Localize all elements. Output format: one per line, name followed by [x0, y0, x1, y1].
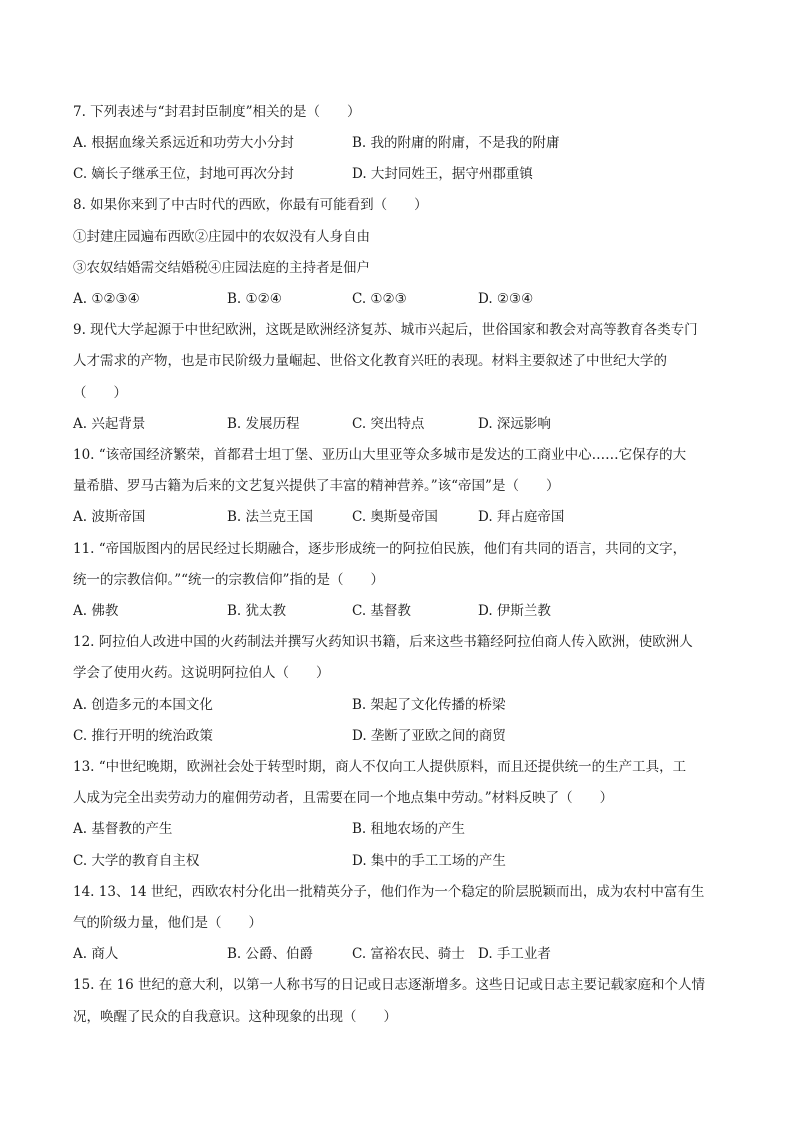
question-9-line-2: 人才需求的产物，也是市民阶级力量崛起、世俗文化教育兴旺的表现。材料主要叙述了中世纪大学的 [73, 353, 667, 369]
question-11-line-2: 统一的宗教信仰。”“统一的宗教信仰”指的是（ ） [73, 572, 384, 588]
question-7-stem: 7. 下列表述与“封君封臣制度”相关的是（ ） [73, 104, 361, 120]
question-12-stem: 12. 阿拉伯人改进中国的火药制法并撰写火药知识书籍，后来这些书籍经阿拉伯商人传入欧洲，使欧洲人 [73, 634, 693, 650]
question-8-line-3: ③农奴结婚需交结婚税④庄园法庭的主持者是佃户 [73, 260, 370, 276]
q14-option-c: C. 富裕农民、骑士 [352, 946, 465, 962]
q9-option-d: D. 深远影响 [478, 416, 551, 432]
q12-option-c: C. 推行开明的统治政策 [73, 728, 213, 744]
q13-option-c: C. 大学的教育自主权 [73, 853, 200, 869]
q8-option-d: D. ②③④ [478, 291, 534, 307]
question-10-line-2: 量希腊、罗马古籍为后来的文艺复兴提供了丰富的精神营养。”该“帝国”是（ ） [73, 478, 560, 494]
question-15-line-2: 况，唤醒了民众的自我意识。这种现象的出现（ ） [73, 1009, 397, 1025]
q10-option-d: D. 拜占庭帝国 [478, 509, 565, 525]
question-11-stem: 11. “帝国版图内的居民经过长期融合，逐步形成统一的阿拉伯民族，他们有共同的语言，共同的文字， [73, 541, 687, 557]
question-8-line-2: ①封建庄园遍布西欧②庄园中的农奴没有人身自由 [73, 229, 370, 245]
q7-option-d: D. 大封同姓王，据守州郡重镇 [352, 166, 533, 182]
q9-option-a: A. 兴起背景 [73, 416, 146, 432]
q8-option-c: C. ①②③ [352, 291, 407, 307]
question-9-stem: 9. 现代大学起源于中世纪欧洲，这既是欧洲经济复苏、城市兴起后，世俗国家和教会对高等教育各类专门 [73, 322, 698, 338]
q11-option-b: B. 犹太教 [227, 603, 287, 619]
question-8-stem: 8. 如果你来到了中古时代的西欧，你最有可能看到（ ） [73, 197, 428, 213]
question-12-line-2: 学会了使用火药。这说明阿拉伯人（ ） [73, 665, 330, 681]
q11-option-d: D. 伊斯兰教 [478, 603, 551, 619]
q8-option-a: A. ①②③④ [73, 291, 140, 307]
question-9-line-3: （ ） [73, 385, 127, 401]
question-13-line-2: 人成为完全出卖劳动力的雇佣劳动者，且需要在同一个地点集中劳动。”材料反映了（ ） [73, 790, 614, 806]
question-15-stem: 15. 在 16 世纪的意大利，以第一人称书写的日记或日志逐渐增多。这些日记或日志主要记载家庭和个人情 [73, 977, 706, 993]
q10-option-c: C. 奥斯曼帝国 [352, 509, 438, 525]
q10-option-b: B. 法兰克王国 [227, 509, 314, 525]
q12-option-d: D. 垄断了亚欧之间的商贸 [352, 728, 506, 744]
q7-option-c: C. 嫡长子继承王位，封地可再次分封 [73, 166, 294, 182]
q12-option-a: A. 创造多元的本国文化 [73, 697, 213, 713]
q14-option-d: D. 手工业者 [478, 946, 551, 962]
q14-option-a: A. 商人 [73, 946, 119, 962]
q9-option-b: B. 发展历程 [227, 416, 300, 432]
q14-option-b: B. 公爵、伯爵 [227, 946, 314, 962]
q8-option-b: B. ①②④ [227, 291, 282, 307]
question-14-line-2: 气的阶级力量，他们是（ ） [73, 915, 262, 931]
q12-option-b: B. 架起了文化传播的桥梁 [352, 697, 506, 713]
question-10-stem: 10. “该帝国经济繁荣，首都君士坦丁堡、亚历山大里亚等众多城市是发达的工商业中心……它保存的大 [73, 447, 687, 463]
q13-option-a: A. 基督教的产生 [73, 821, 173, 837]
question-13-stem: 13. “中世纪晚期，欧洲社会处于转型时期，商人不仅向工人提供原料，而且还提供统一的生产工具，工 [73, 759, 687, 775]
q7-option-b: B. 我的附庸的附庸，不是我的附庸 [352, 135, 560, 151]
q10-option-a: A. 波斯帝国 [73, 509, 146, 525]
q9-option-c: C. 突出特点 [352, 416, 425, 432]
q13-option-b: B. 租地农场的产生 [352, 821, 466, 837]
question-14-stem: 14. 13、14 世纪，西欧农村分化出一批精英分子，他们作为一个稳定的阶层脱颖而出，成为农村中富有生 [73, 884, 705, 900]
q13-option-d: D. 集中的手工工场的产生 [352, 853, 506, 869]
q7-option-a: A. 根据血缘关系远近和功劳大小分封 [73, 135, 294, 151]
q11-option-c: C. 基督教 [352, 603, 411, 619]
q11-option-a: A. 佛教 [73, 603, 119, 619]
